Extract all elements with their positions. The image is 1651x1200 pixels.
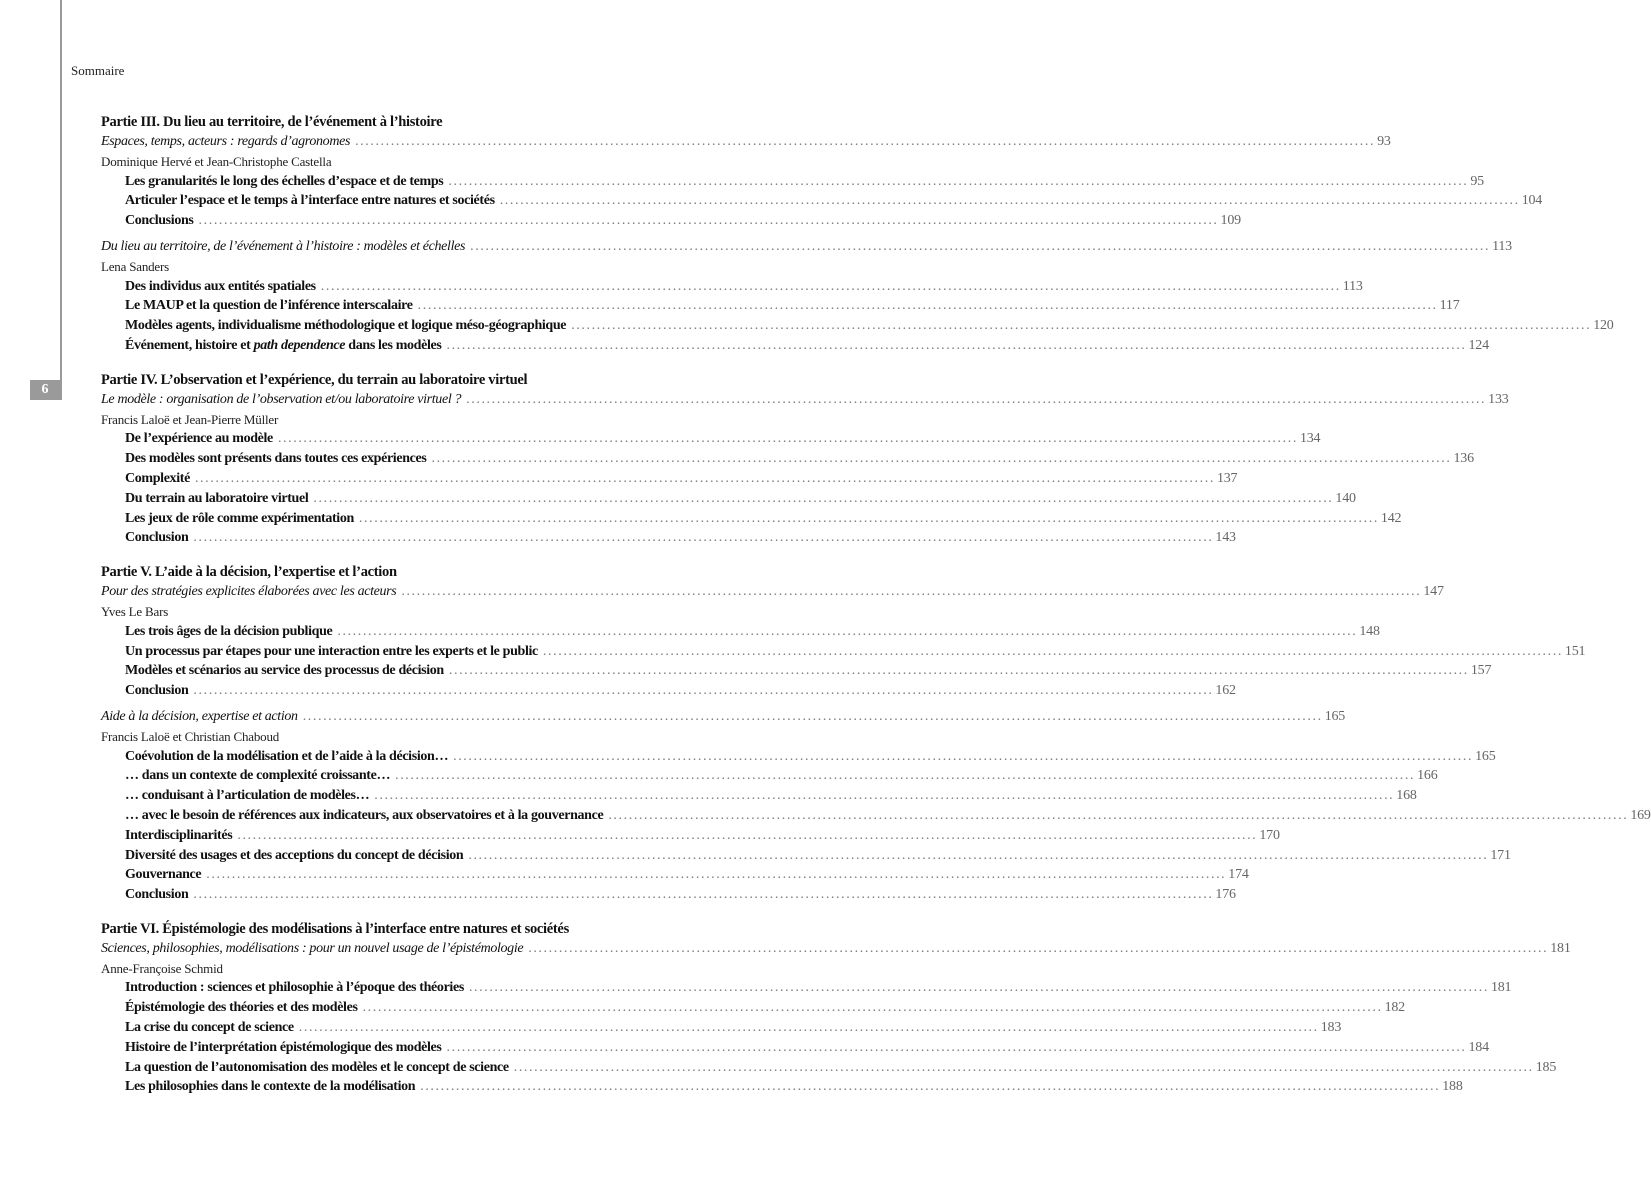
dot-leader: ........................................................................................................................................................................................................ bbox=[358, 510, 1379, 526]
label-text: dans les modèles bbox=[345, 337, 442, 353]
toc-section[interactable] bbox=[101, 277, 1363, 297]
toc-section-label: Introduction : sciences et philosophie à l’époque des théories bbox=[125, 980, 464, 996]
toc-section-label: Conclusion bbox=[125, 887, 189, 903]
toc-section-label: Histoire de l’interprétation épistémologique des modèles bbox=[125, 1039, 442, 1055]
toc-section-label: Les trois âges de la décision publique bbox=[125, 623, 333, 639]
page-ref: 183 bbox=[1320, 1020, 1342, 1036]
dot-leader: ........................................................................................................................................................................................................ bbox=[313, 490, 1334, 506]
dot-leader: ........................................................................................................................................................................................................ bbox=[198, 213, 1219, 229]
page-ref: 104 bbox=[1521, 193, 1543, 209]
toc-section[interactable] bbox=[101, 622, 1380, 642]
dot-leader: ........................................................................................................................................................................................................ bbox=[542, 643, 1563, 659]
toc-section[interactable] bbox=[101, 316, 1614, 336]
page-ref: 148 bbox=[1359, 623, 1380, 639]
dot-leader: ........................................................................................................................................................................................................ bbox=[206, 867, 1227, 883]
page-ref: 166 bbox=[1417, 768, 1438, 784]
page-ref: 170 bbox=[1259, 827, 1280, 843]
toc-section-label: Conclusion bbox=[125, 530, 189, 546]
page-ref: 162 bbox=[1215, 683, 1236, 699]
toc-section-label: Conclusions bbox=[125, 213, 194, 229]
page-ref: 142 bbox=[1380, 510, 1402, 526]
toc-section[interactable] bbox=[101, 528, 1236, 548]
dot-leader: ........................................................................................................................................................................................................ bbox=[513, 1059, 1534, 1075]
toc-section[interactable] bbox=[101, 806, 1651, 826]
article-title-label: Sciences, philosophies, modélisations : pour un nouvel usage de l’épistémologie bbox=[101, 940, 524, 956]
dot-leader: ........................................................................................................................................................................................................ bbox=[362, 1000, 1383, 1016]
part-title[interactable]: Partie V. L’aide à la décision, l’expertise et l’action bbox=[101, 564, 397, 581]
page-ref: 147 bbox=[1423, 584, 1444, 600]
page-ref: 113 bbox=[1492, 238, 1512, 254]
toc-section-label: Modèles et scénarios au service des processus de décision bbox=[125, 663, 444, 679]
dot-leader: ........................................................................................................................................................................................................ bbox=[446, 337, 1467, 353]
page-ref: 181 bbox=[1550, 940, 1571, 956]
label-italic-text: path dependence bbox=[253, 337, 346, 353]
toc-section-label: De l’expérience au modèle bbox=[125, 431, 273, 447]
page-ref: 93 bbox=[1377, 134, 1391, 149]
page-ref: 140 bbox=[1335, 490, 1356, 506]
dot-leader: ........................................................................................................................................................................................................ bbox=[194, 470, 1215, 486]
toc-section[interactable] bbox=[101, 865, 1249, 885]
dot-leader: ........................................................................................................................................................................................................ bbox=[298, 1020, 1319, 1036]
article-title-label: Aide à la décision, expertise et action bbox=[101, 708, 298, 724]
dot-leader: ........................................................................................................................................................................................................ bbox=[466, 391, 1487, 407]
article-authors: Lena Sanders bbox=[101, 258, 169, 274]
page-ref: 184 bbox=[1468, 1039, 1489, 1055]
toc-section[interactable] bbox=[101, 885, 1236, 905]
margin-rule bbox=[60, 0, 62, 400]
dot-leader: ........................................................................................................................................................................................................ bbox=[395, 768, 1416, 784]
dot-leader: ........................................................................................................................................................................................................ bbox=[320, 278, 1341, 294]
toc-part bbox=[101, 562, 1651, 905]
toc-section-label: Complexité bbox=[125, 470, 190, 486]
toc-section[interactable] bbox=[101, 1058, 1557, 1078]
toc-section-label: … avec le besoin de références aux indicateurs, aux observatoires et à la gouvernance bbox=[125, 807, 604, 823]
toc-section[interactable] bbox=[101, 469, 1238, 489]
toc-section-label: Interdisciplinarités bbox=[125, 827, 233, 843]
dot-leader: ........................................................................................................................................................................................................ bbox=[193, 530, 1214, 546]
article-authors: Francis Laloë et Christian Chaboud bbox=[101, 728, 280, 744]
dot-leader: ........................................................................................................................................................................................................ bbox=[237, 827, 1258, 843]
article-title[interactable] bbox=[101, 939, 1571, 959]
toc-part bbox=[101, 370, 1509, 548]
article-title-label: Du lieu au territoire, de l’événement à l’histoire : modèles et échelles bbox=[101, 238, 466, 254]
dot-leader: ........................................................................................................................................................................................................ bbox=[302, 708, 1323, 724]
toc-section-label: Modèles agents, individualisme méthodologique et logique méso-géographique bbox=[125, 318, 567, 334]
dot-leader: ........................................................................................................................................................................................................ bbox=[468, 980, 1489, 996]
article-title[interactable] bbox=[101, 237, 1512, 257]
toc-section[interactable] bbox=[101, 1077, 1463, 1097]
dot-leader: ........................................................................................................................................................................................................ bbox=[277, 431, 1298, 447]
toc-section-label: Gouvernance bbox=[125, 867, 202, 883]
page-ref: 182 bbox=[1384, 1000, 1405, 1016]
toc-section[interactable] bbox=[101, 681, 1236, 701]
page-ref: 136 bbox=[1453, 451, 1474, 467]
dot-leader: ........................................................................................................................................................................................................ bbox=[193, 683, 1214, 699]
dot-leader: ........................................................................................................................................................................................................ bbox=[401, 584, 1422, 600]
page-ref: 113 bbox=[1342, 278, 1363, 294]
page-ref: 137 bbox=[1216, 470, 1238, 486]
toc-section-label: La crise du concept de science bbox=[125, 1020, 294, 1036]
toc-section[interactable] bbox=[101, 1018, 1342, 1038]
toc-section[interactable] bbox=[101, 786, 1417, 806]
toc-section[interactable] bbox=[101, 489, 1356, 509]
toc-section-label: Des individus aux entités spatiales bbox=[125, 278, 316, 294]
dot-leader: ........................................................................................................................................................................................................ bbox=[374, 788, 1395, 804]
toc-section[interactable] bbox=[101, 449, 1474, 469]
toc-section[interactable] bbox=[101, 766, 1438, 786]
toc-section-label: Du terrain au laboratoire virtuel bbox=[125, 490, 309, 506]
toc-section-label: Les jeux de rôle comme expérimentation bbox=[125, 510, 354, 526]
toc-article bbox=[101, 939, 1571, 1097]
dot-leader: ........................................................................................................................................................................................................ bbox=[355, 134, 1376, 149]
toc-section-label: … dans un contexte de complexité croissante… bbox=[125, 768, 391, 784]
toc-section[interactable] bbox=[101, 1038, 1489, 1058]
article-authors: Francis Laloë et Jean-Pierre Müller bbox=[101, 411, 279, 427]
article-authors: Dominique Hervé et Jean-Christophe Castella bbox=[101, 153, 332, 169]
toc-section-label: … conduisant à l’articulation de modèles… bbox=[125, 788, 370, 804]
page-ref: 188 bbox=[1442, 1079, 1463, 1095]
page-ref: 181 bbox=[1490, 980, 1512, 996]
part-title[interactable]: Partie IV. L’observation et l’expérience, du terrain au laboratoire virtuel bbox=[101, 371, 528, 388]
dot-leader: ........................................................................................................................................................................................................ bbox=[193, 887, 1214, 903]
toc-part bbox=[101, 112, 1614, 356]
table-of-contents bbox=[101, 112, 1651, 1097]
toc-section[interactable] bbox=[101, 826, 1280, 846]
toc-article bbox=[101, 237, 1614, 356]
toc-section[interactable] bbox=[101, 191, 1543, 211]
page-ref: 120 bbox=[1593, 318, 1614, 334]
page-ref: 174 bbox=[1228, 867, 1249, 883]
page-ref: 117 bbox=[1439, 298, 1460, 314]
toc-section-label: Les philosophies dans le contexte de la modélisation bbox=[125, 1079, 416, 1095]
toc-section-label: Épistémologie des théories et des modèles bbox=[125, 1000, 358, 1016]
page-ref: 134 bbox=[1299, 431, 1321, 447]
label-text: Événement, histoire et bbox=[125, 337, 254, 353]
article-title[interactable] bbox=[101, 707, 1346, 727]
article-title-label: Le modèle : organisation de l’observation et/ou laboratoire virtuel ? bbox=[101, 391, 462, 407]
dot-leader: ........................................................................................................................................................................................................ bbox=[453, 748, 1474, 764]
toc-section-label: Un processus par étapes pour une interaction entre les experts et le public bbox=[125, 643, 538, 659]
article-title[interactable] bbox=[101, 132, 1391, 152]
dot-leader: ........................................................................................................................................................................................................ bbox=[446, 1039, 1467, 1055]
dot-leader: ........................................................................................................................................................................................................ bbox=[417, 298, 1438, 314]
toc-section[interactable] bbox=[101, 846, 1511, 866]
article-title[interactable] bbox=[101, 390, 1509, 410]
page-ref: 185 bbox=[1535, 1059, 1557, 1075]
page-number-badge: 6 bbox=[30, 380, 60, 400]
toc-section[interactable] bbox=[101, 661, 1492, 681]
toc-section[interactable] bbox=[101, 429, 1321, 449]
dot-leader: ........................................................................................................................................................................................................ bbox=[448, 663, 1469, 679]
toc-section[interactable] bbox=[101, 296, 1460, 316]
toc-section[interactable] bbox=[101, 747, 1496, 767]
page-ref: 124 bbox=[1468, 337, 1489, 353]
toc-section-label: Des modèles sont présents dans toutes ces expériences bbox=[125, 451, 427, 467]
article-title-label: Pour des stratégies explicites élaborées avec les acteurs bbox=[101, 584, 397, 600]
page-ref: 133 bbox=[1488, 391, 1509, 407]
toc-section[interactable] bbox=[101, 509, 1402, 529]
part-title[interactable]: Partie III. Du lieu au territoire, de l’événement à l’histoire bbox=[101, 114, 443, 130]
toc-section[interactable] bbox=[101, 172, 1484, 192]
dot-leader: ........................................................................................................................................................................................................ bbox=[468, 847, 1489, 863]
toc-section[interactable] bbox=[101, 642, 1586, 662]
dot-leader: ........................................................................................................................................................................................................ bbox=[499, 193, 1520, 209]
page-ref: 168 bbox=[1396, 788, 1417, 804]
article-authors: Yves Le Bars bbox=[101, 603, 169, 619]
toc-section[interactable] bbox=[101, 998, 1405, 1018]
page-ref: 109 bbox=[1220, 213, 1241, 229]
toc-section[interactable] bbox=[101, 211, 1241, 231]
part-title[interactable]: Partie VI. Épistémologie des modélisations à l’interface entre natures et sociétés bbox=[101, 920, 569, 937]
article-authors: Anne-Françoise Schmid bbox=[101, 960, 223, 976]
dot-leader: ........................................................................................................................................................................................................ bbox=[470, 238, 1491, 254]
toc-article bbox=[101, 390, 1509, 548]
toc-section-label: Articuler l’espace et le temps à l’interface entre natures et sociétés bbox=[125, 193, 495, 209]
toc-part bbox=[101, 919, 1571, 1097]
toc-article bbox=[101, 707, 1651, 905]
page-ref: 95 bbox=[1470, 173, 1484, 189]
dot-leader: ........................................................................................................................................................................................................ bbox=[337, 623, 1358, 639]
page-ref: 169 bbox=[1630, 807, 1651, 823]
dot-leader: ........................................................................................................................................................................................................ bbox=[420, 1079, 1441, 1095]
page-ref: 171 bbox=[1490, 847, 1511, 863]
dot-leader: ........................................................................................................................................................................................................ bbox=[431, 451, 1452, 467]
page-ref: 176 bbox=[1215, 887, 1236, 903]
toc-section-label: Conclusion bbox=[125, 683, 189, 699]
toc-section-label: La question de l’autonomisation des modèles et le concept de science bbox=[125, 1059, 509, 1075]
page-ref: 157 bbox=[1470, 663, 1492, 679]
dot-leader: ........................................................................................................................................................................................................ bbox=[608, 807, 1629, 823]
article-title-label: Espaces, temps, acteurs : regards d’agronomes bbox=[101, 134, 351, 149]
toc-section-label: Coévolution de la modélisation et de l’aide à la décision… bbox=[125, 748, 449, 764]
toc-section-label: Les granularités le long des échelles d’espace et de temps bbox=[125, 173, 444, 189]
article-title[interactable] bbox=[101, 582, 1444, 602]
dot-leader: ........................................................................................................................................................................................................ bbox=[571, 318, 1592, 334]
toc-article bbox=[101, 132, 1543, 231]
page-ref: 151 bbox=[1564, 643, 1586, 659]
page-ref: 165 bbox=[1324, 708, 1346, 724]
toc-article bbox=[101, 582, 1586, 701]
toc-section-label bbox=[125, 336, 441, 356]
toc-section[interactable] bbox=[101, 336, 1489, 356]
dot-leader: ........................................................................................................................................................................................................ bbox=[448, 173, 1469, 189]
page-ref: 143 bbox=[1215, 530, 1236, 546]
page-ref: 165 bbox=[1475, 748, 1496, 764]
dot-leader: ........................................................................................................................................................................................................ bbox=[528, 940, 1549, 956]
toc-section-label: Le MAUP et la question de l’inférence interscalaire bbox=[125, 298, 413, 314]
toc-section-label: Diversité des usages et des acceptions du concept de décision bbox=[125, 847, 464, 863]
toc-section[interactable] bbox=[101, 978, 1512, 998]
running-header: Sommaire bbox=[71, 63, 125, 78]
